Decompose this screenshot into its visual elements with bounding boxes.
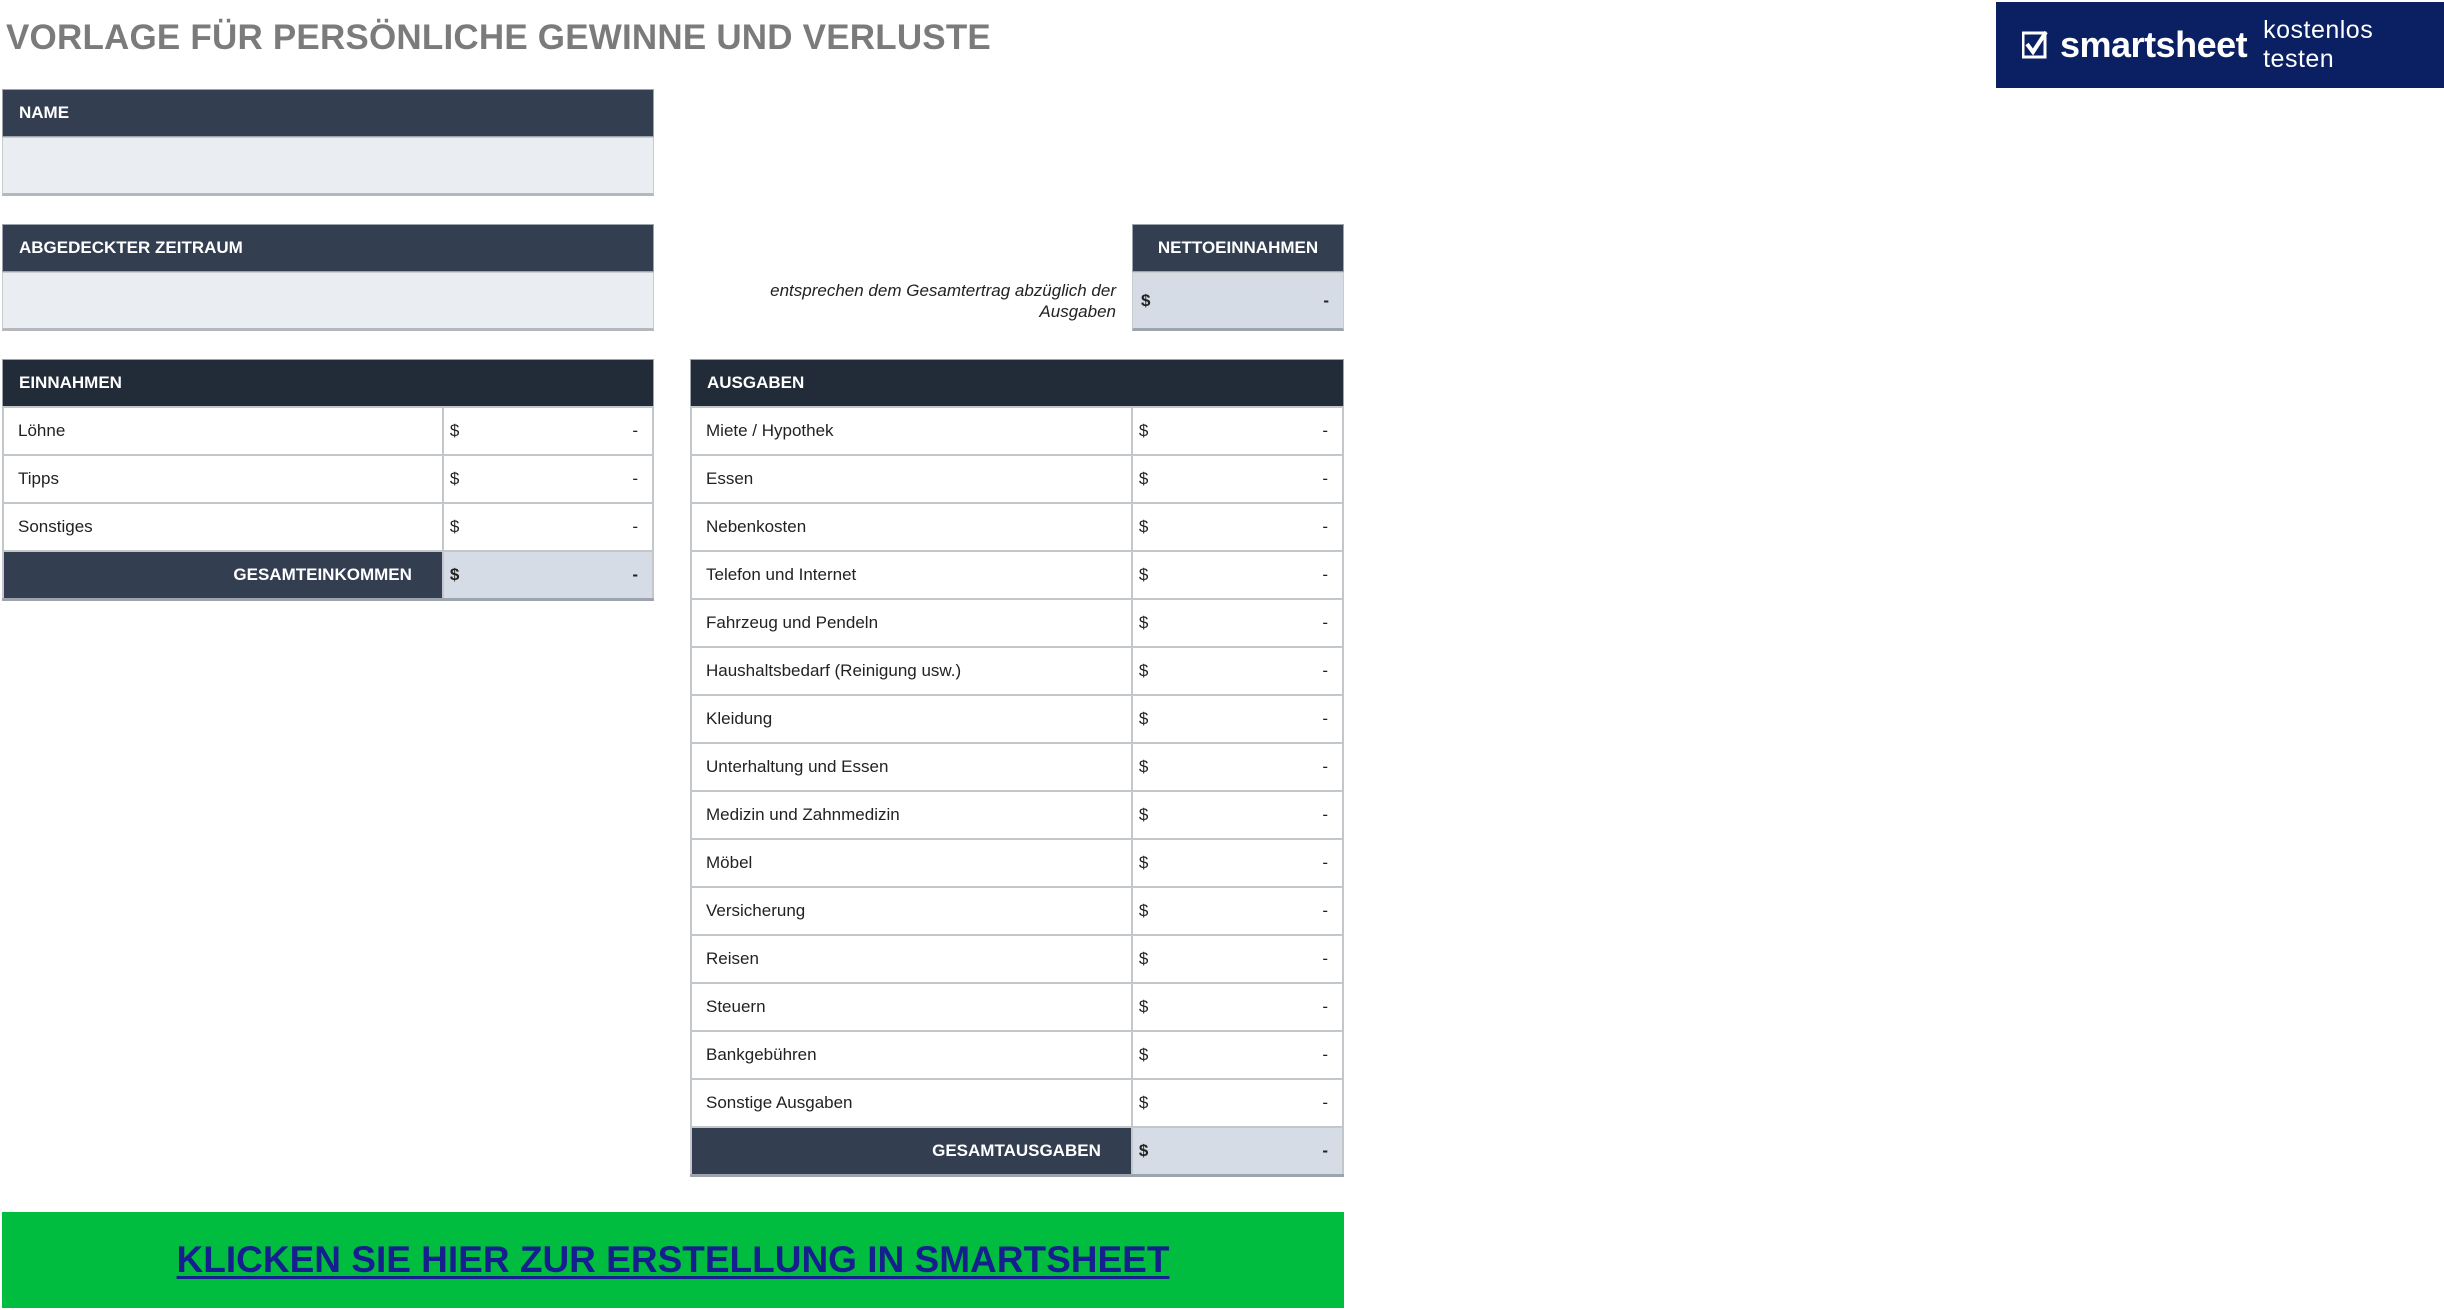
amount-value: - <box>1322 421 1328 440</box>
expense-label: Fahrzeug und Pendeln <box>691 599 1132 647</box>
amount-value: - <box>632 469 638 488</box>
table-row <box>691 743 1343 791</box>
income-amount-sonstiges[interactable] <box>443 503 653 551</box>
income-label-tipps: Tipps <box>3 455 443 503</box>
expense-amount[interactable] <box>1132 455 1343 503</box>
currency-symbol: $ <box>449 517 460 536</box>
currency-symbol: $ <box>1138 1045 1149 1064</box>
amount-value: - <box>1322 613 1328 632</box>
expense-label: Essen <box>691 455 1132 503</box>
net-income-value: - <box>1323 290 1329 310</box>
expense-amount[interactable] <box>1132 743 1343 791</box>
table-row <box>691 599 1343 647</box>
currency-symbol: $ <box>449 469 460 488</box>
amount-value: - <box>1322 853 1328 872</box>
table-row <box>691 887 1343 935</box>
expense-amount[interactable] <box>1132 551 1343 599</box>
expenses-header: AUSGABEN <box>690 359 1344 407</box>
expense-amount[interactable] <box>1132 887 1343 935</box>
currency-symbol: $ <box>1138 949 1149 968</box>
currency-symbol: $ <box>1138 1140 1149 1160</box>
income-total-row <box>3 551 653 599</box>
smartsheet-logo-button[interactable] <box>1996 2 2444 88</box>
net-income-value-cell <box>1132 272 1344 331</box>
expense-amount[interactable] <box>1132 407 1343 455</box>
create-in-smartsheet-link[interactable]: KLICKEN SIE HIER ZUR ERSTELLUNG IN SMARTSHEET <box>176 1239 1170 1280</box>
expense-amount[interactable] <box>1132 647 1343 695</box>
table-row <box>691 647 1343 695</box>
currency-symbol: $ <box>1138 853 1149 872</box>
income-total-label: GESAMTEINKOMMEN <box>3 551 443 599</box>
expenses-total-label: GESAMTAUSGABEN <box>691 1127 1132 1175</box>
amount-value: - <box>632 421 638 440</box>
currency-symbol: $ <box>449 421 460 440</box>
currency-symbol: $ <box>1138 997 1149 1016</box>
expense-label: Bankgebühren <box>691 1031 1132 1079</box>
expense-label: Medizin und Zahnmedizin <box>691 791 1132 839</box>
amount-value: - <box>1322 517 1328 536</box>
table-row <box>691 503 1343 551</box>
table-row <box>691 791 1343 839</box>
logo-brand-text: smartsheet <box>2060 24 2248 65</box>
income-amount-tipps[interactable] <box>443 455 653 503</box>
currency-symbol: $ <box>1138 805 1149 824</box>
table-row <box>3 455 653 503</box>
income-table <box>2 406 654 601</box>
amount-value: - <box>1322 901 1328 920</box>
table-row <box>691 551 1343 599</box>
currency-symbol: $ <box>449 564 460 584</box>
amount-value: - <box>1322 469 1328 488</box>
amount-value: - <box>1322 997 1328 1016</box>
expense-label: Telefon und Internet <box>691 551 1132 599</box>
page-title: VORLAGE FÜR PERSÖNLICHE GEWINNE UND VERLUSTE <box>6 18 991 57</box>
amount-value: - <box>1322 1093 1328 1112</box>
amount-value: - <box>1322 805 1328 824</box>
logo-trial-text: kostenlos testen <box>2263 16 2374 73</box>
income-amount-loehne[interactable] <box>443 407 653 455</box>
income-label-sonstiges: Sonstiges <box>3 503 443 551</box>
currency-symbol: $ <box>1138 757 1149 776</box>
expense-label: Steuern <box>691 983 1132 1031</box>
expenses-total-amount <box>1132 1127 1343 1175</box>
name-header: NAME <box>2 89 654 137</box>
table-row <box>691 1079 1343 1127</box>
currency-symbol: $ <box>1138 709 1149 728</box>
table-row <box>691 983 1343 1031</box>
net-income-note: entsprechen dem Gesamtertrag abzüglich der Ausgaben <box>770 281 1116 321</box>
expenses-table <box>690 406 1344 1177</box>
period-field[interactable] <box>2 272 654 331</box>
expense-label: Versicherung <box>691 887 1132 935</box>
expense-label: Reisen <box>691 935 1132 983</box>
income-header: EINNAHMEN <box>2 359 654 407</box>
net-income-header: NETTOEINNAHMEN <box>1132 224 1344 272</box>
table-row <box>691 455 1343 503</box>
table-row <box>691 407 1343 455</box>
smartsheet-check-icon <box>2022 31 2048 59</box>
amount-value: - <box>1322 757 1328 776</box>
table-row <box>691 935 1343 983</box>
table-row <box>691 839 1343 887</box>
table-row <box>691 695 1343 743</box>
expense-amount[interactable] <box>1132 791 1343 839</box>
expense-label: Haushaltsbedarf (Reinigung usw.) <box>691 647 1132 695</box>
currency-symbol: $ <box>1138 901 1149 920</box>
expense-label: Möbel <box>691 839 1132 887</box>
amount-value: - <box>1322 709 1328 728</box>
cta-banner[interactable] <box>2 1212 1344 1308</box>
currency-symbol: $ <box>1138 1093 1149 1112</box>
expense-amount[interactable] <box>1132 1079 1343 1127</box>
expense-label: Nebenkosten <box>691 503 1132 551</box>
currency-symbol: $ <box>1138 469 1149 488</box>
amount-value: - <box>632 517 638 536</box>
expense-amount[interactable] <box>1132 935 1343 983</box>
amount-value: - <box>1322 1140 1328 1160</box>
currency-symbol: $ <box>1138 517 1149 536</box>
currency-symbol: $ <box>1138 613 1149 632</box>
table-row <box>3 503 653 551</box>
table-row <box>3 407 653 455</box>
amount-value: - <box>1322 661 1328 680</box>
period-header: ABGEDECKTER ZEITRAUM <box>2 224 654 272</box>
expense-amount[interactable] <box>1132 1031 1343 1079</box>
table-row <box>691 1031 1343 1079</box>
expense-label: Miete / Hypothek <box>691 407 1132 455</box>
amount-value: - <box>1322 1045 1328 1064</box>
expense-amount[interactable] <box>1132 695 1343 743</box>
expenses-total-row <box>691 1127 1343 1175</box>
amount-value: - <box>1322 565 1328 584</box>
expense-amount[interactable] <box>1132 983 1343 1031</box>
net-income-currency: $ <box>1141 290 1151 310</box>
currency-symbol: $ <box>1138 565 1149 584</box>
currency-symbol: $ <box>1138 421 1149 440</box>
name-field[interactable] <box>2 137 654 196</box>
expense-label: Sonstige Ausgaben <box>691 1079 1132 1127</box>
currency-symbol: $ <box>1138 661 1149 680</box>
expense-amount[interactable] <box>1132 599 1343 647</box>
expense-label: Kleidung <box>691 695 1132 743</box>
expense-label: Unterhaltung und Essen <box>691 743 1132 791</box>
amount-value: - <box>632 564 638 584</box>
amount-value: - <box>1322 949 1328 968</box>
expense-amount[interactable] <box>1132 839 1343 887</box>
expense-amount[interactable] <box>1132 503 1343 551</box>
income-total-amount <box>443 551 653 599</box>
income-label-loehne: Löhne <box>3 407 443 455</box>
